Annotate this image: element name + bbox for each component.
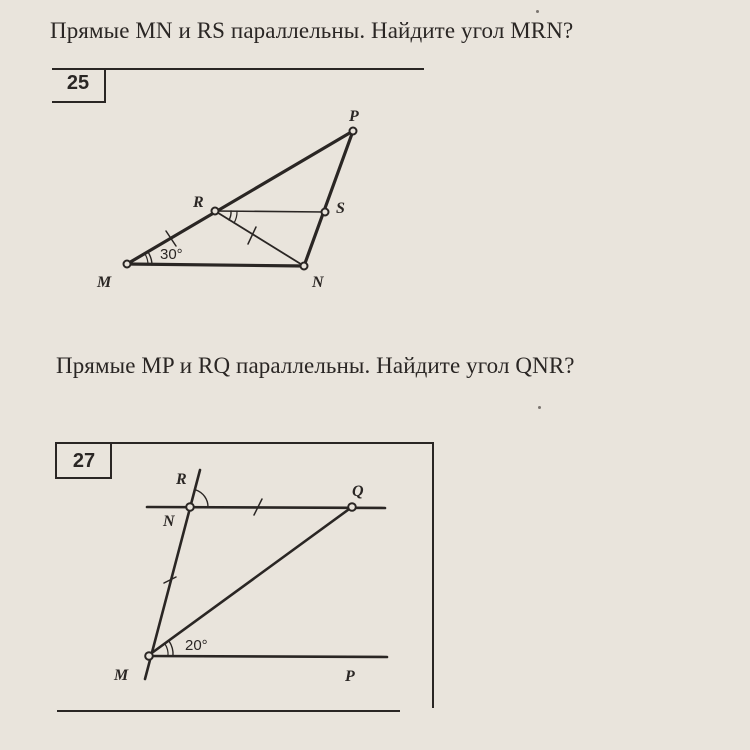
angle-label-30: 30° bbox=[160, 246, 183, 263]
segment-MN bbox=[127, 264, 304, 266]
label-N: N bbox=[312, 274, 324, 291]
task-27-number: 27 bbox=[72, 450, 96, 472]
label-M: M bbox=[97, 274, 112, 291]
angle-arc-R bbox=[229, 211, 231, 220]
task-25-statement: Прямые MN и RS параллельны. Найдите угол MRN? bbox=[50, 18, 574, 43]
label-Q: Q bbox=[352, 483, 364, 500]
label-S: S bbox=[336, 200, 345, 217]
point-P bbox=[350, 128, 357, 135]
figure-25 bbox=[124, 128, 357, 270]
point-Q bbox=[348, 503, 356, 511]
point-S bbox=[322, 209, 329, 216]
label-P: P bbox=[349, 108, 359, 125]
label-M: M bbox=[114, 667, 129, 684]
angle-arc-R-outer bbox=[234, 211, 237, 223]
angle-label-20: 20° bbox=[185, 637, 208, 654]
line-MP bbox=[147, 656, 387, 657]
task-25-number: 25 bbox=[66, 72, 90, 94]
point-M bbox=[145, 652, 153, 660]
figure-27 bbox=[145, 470, 387, 679]
point-N bbox=[186, 503, 194, 511]
angle-arc-M bbox=[169, 641, 173, 656]
segment-MP bbox=[127, 131, 353, 264]
point-N bbox=[301, 263, 308, 270]
label-N: N bbox=[163, 513, 175, 530]
angle-arc-M-inner bbox=[165, 644, 168, 656]
task-27-statement: Прямые MP и RQ параллельны. Найдите угол QNR? bbox=[56, 353, 575, 378]
point-M bbox=[124, 261, 131, 268]
point-R bbox=[212, 208, 219, 215]
segment-RN bbox=[215, 211, 304, 266]
segment-MQ bbox=[149, 507, 352, 655]
segment-PN bbox=[304, 131, 353, 266]
label-R: R bbox=[176, 471, 187, 488]
label-R: R bbox=[193, 194, 204, 211]
angle-arc-N bbox=[196, 490, 208, 507]
label-P: P bbox=[345, 668, 355, 685]
